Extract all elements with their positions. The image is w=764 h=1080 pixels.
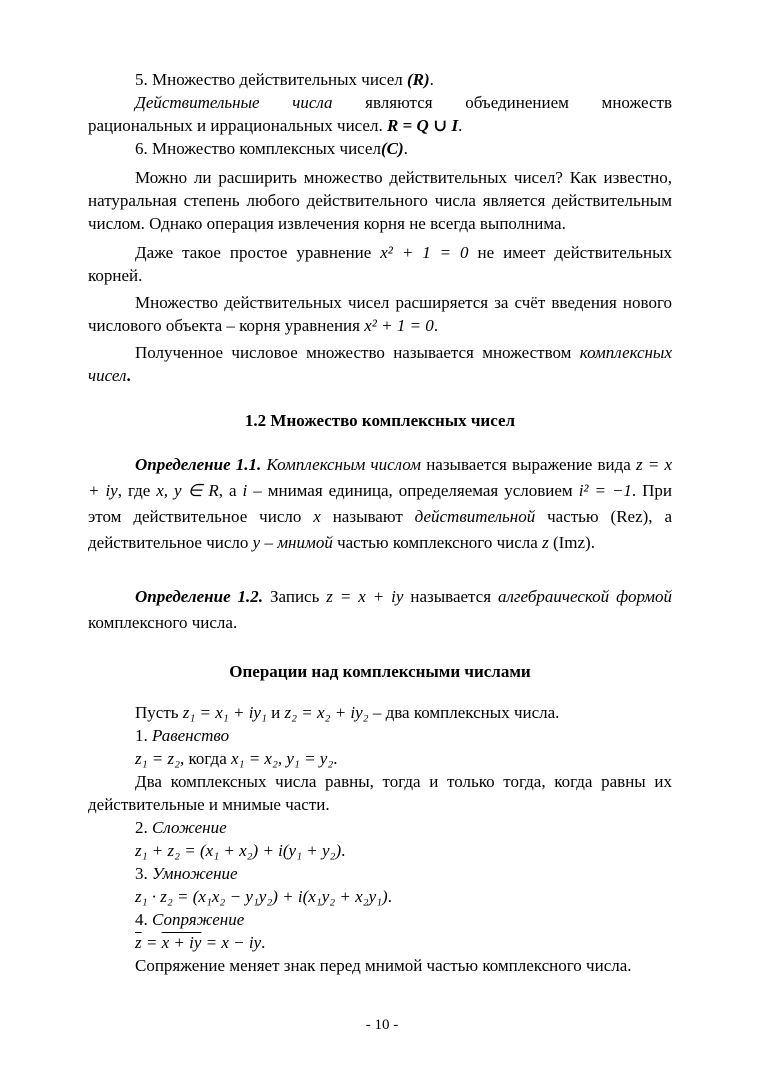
line-real-definition: Действительные числа являются объединением множеств <box>135 93 672 112</box>
op-equality-note: Два комплексных числа равны, тогда и только тогда, когда равны их действительные и мнимые части. <box>88 772 672 814</box>
definition-label: Определение 1.2. <box>135 587 264 606</box>
op-multiplication-title: 3. Умножение <box>135 864 238 883</box>
line-complex-numbers-set: 6. Множество комплексных чисел(C). <box>135 139 408 158</box>
math-union: R = Q ∪ I <box>386 116 459 135</box>
operations-intro: Пусть z₁ = x₁ + iy₁ и z₂ = x₂ + iy₂ – два комплексных числа. <box>135 703 560 722</box>
definition-1-1: Определение 1.1. Комплексным числом называется выражение вида z = x + iy, где x, y ∈ R, а i – мнимая единица, определяемая условием i² = −1. При этом действительное число x называют действительной частью (Rez), а действительное число y – мнимой частью комплексного числа z (Imz). <box>88 455 673 552</box>
op-conjugation-note: Сопряжение меняет знак перед мнимой частью комплексного числа. <box>135 956 632 975</box>
definition-label: Определение 1.1. <box>135 455 262 474</box>
math-R: (R) <box>406 70 430 89</box>
op-equality-title: 1. Равенство <box>135 726 230 745</box>
op-conjugation-title: 4. Сопряжение <box>135 910 245 929</box>
op-addition-formula: z₁ + z₂ = (x₁ + x₂) + i(y₁ + y₂). <box>135 841 346 860</box>
line-rational-irrational: рациональных и иррациональных чисел. R = Q ∪ I. <box>88 116 463 135</box>
page-number: - 10 - <box>365 1017 399 1033</box>
page-content <box>88 68 672 977</box>
op-multiplication-formula: z₁ · z₂ = (x₁x₂ − y₁y₂) + i(x₁y₂ + x₂y₁). <box>135 887 392 906</box>
definition-1-2: Определение 1.2. Запись z = x + iy называется алгебраической формой комплексного числа. <box>88 587 672 632</box>
paragraph-simple-equation: Даже такое простое уравнение x² + 1 = 0 не имеет действительных корней. <box>88 243 672 285</box>
op-equality-formula: z₁ = z₂, когда x₁ = x₂, y₁ = y₂. <box>135 749 338 768</box>
line-real-numbers-set: 5. Множество действительных чисел (R). <box>135 70 434 89</box>
op-conjugation-formula: $\overline{z} = x$ + iy = x − iy. <box>135 933 266 952</box>
section-title: 1.2 Множество комплексных чисел <box>244 411 516 430</box>
paragraph-complex-set: Полученное числовое множество называется множеством комплексных чисел. <box>88 343 672 385</box>
paragraph-extension-question: Можно ли расширить множество действительных чисел? Как известно, натуральная степень любого действительного числа является действительным числом. Однако операция извлечения корня не всегда выполнима. <box>88 168 672 233</box>
math-equation: x² + 1 = 0 <box>380 243 469 262</box>
paragraph-extension: Множество действительных чисел расширяется за счёт введения нового числового объекта – корня уравнения x² + 1 = 0. <box>88 293 672 335</box>
math-C: (C) <box>380 139 404 158</box>
op-addition-title: 2. Сложение <box>135 818 227 837</box>
operations-title: Операции над комплексными числами <box>229 662 531 681</box>
math-equation: x² + 1 = 0 <box>364 316 434 335</box>
